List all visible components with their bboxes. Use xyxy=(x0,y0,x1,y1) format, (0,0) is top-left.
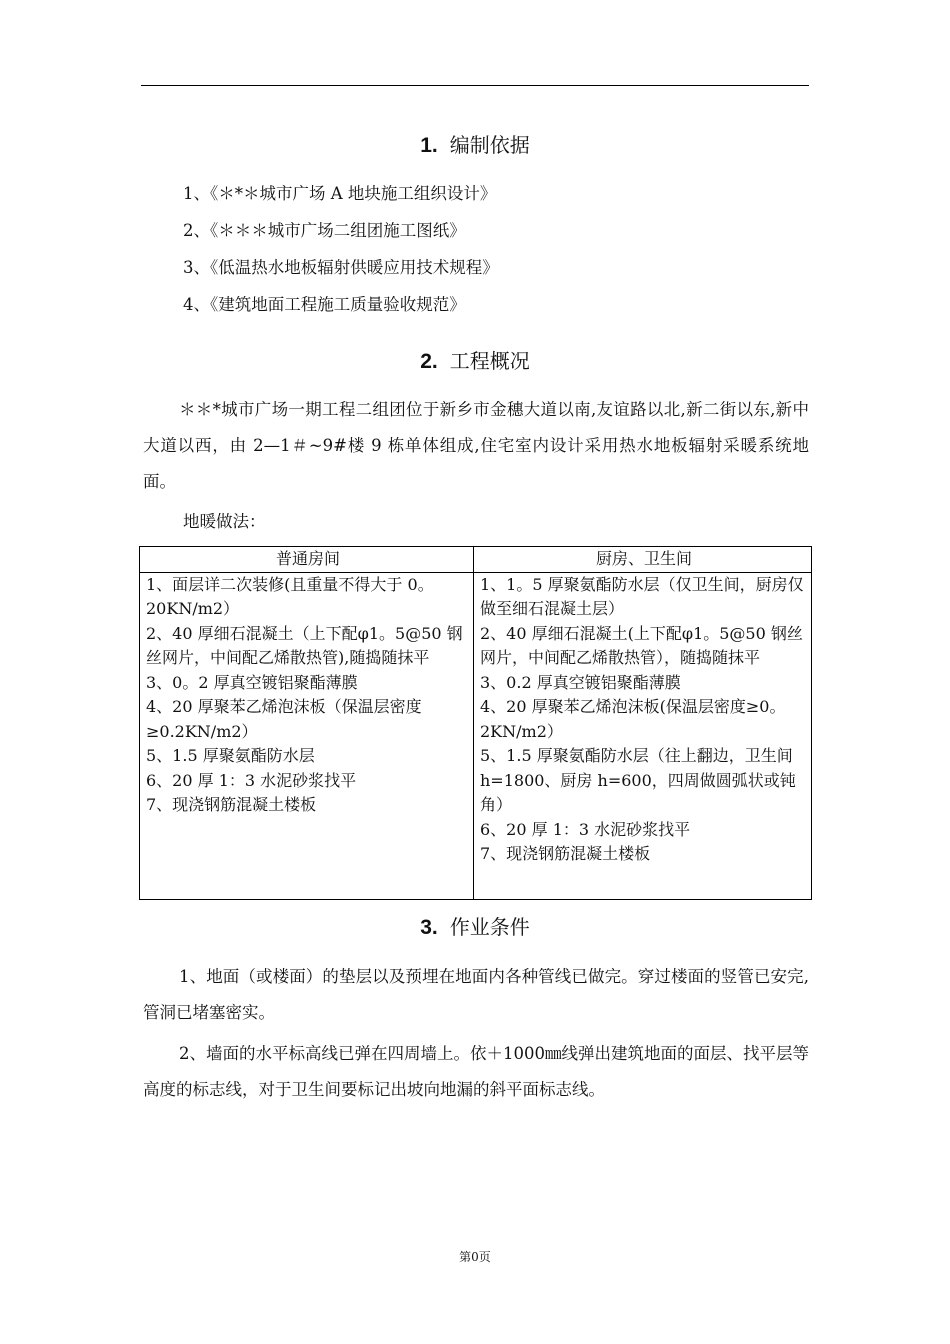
layer-item: 1、面层详二次装修(且重量不得大于 0。20KN/m2） xyxy=(146,574,434,618)
layer-item: 5、1.5 厚聚氨酯防水层 xyxy=(146,746,315,765)
section-title: 作业条件 xyxy=(449,915,530,939)
kitchen-bathroom-layers xyxy=(474,572,812,899)
layer-item: 3、0.2 厚真空镀铝聚酯薄膜 xyxy=(480,672,681,692)
layer-item: 7、现浇钢筋混凝土楼板 xyxy=(146,795,317,814)
table-header-row xyxy=(140,547,812,573)
section-1-heading xyxy=(0,131,950,160)
section-number: 2. xyxy=(420,350,438,373)
condition-paragraph: 2、墙面的水平标高线已弹在四周墙上。依＋1000㎜线弹出建筑地面的面层、找平层等高度的标志线，对于卫生间要标记出坡向地漏的斜平面标志线。 xyxy=(143,1044,809,1099)
layer-item: 5、1.5 厚聚氨酯防水层（往上翻边，卫生间 h=1800、厨房 h=600，四周做圆弧状或钝角） xyxy=(480,746,796,814)
layer-item: 6、20 厚 1：3 水泥砂浆找平 xyxy=(146,770,357,790)
header-rule xyxy=(141,85,809,86)
column-header-ordinary-room: 普通房间 xyxy=(140,547,474,573)
page-number: 第0页 xyxy=(459,1250,491,1264)
section-number: 3. xyxy=(420,916,438,939)
condition-paragraph: 1、地面（或楼面）的垫层以及预埋在地面内各种管线已做完。穿过楼面的竖管已安完,管洞已堵塞密实。 xyxy=(143,967,809,1022)
section-2-heading xyxy=(0,347,950,376)
basis-item: 2、《＊＊＊城市广场二组团施工图纸》 xyxy=(183,221,466,240)
layer-item: 2、40 厚细石混凝土（上下配φ1。5@50 钢丝网片，中间配乙烯散热管),随捣随抹平 xyxy=(146,623,463,667)
floor-heating-table xyxy=(139,546,812,900)
overview-paragraph: ＊＊*城市广场一期工程二组团位于新乡市金穗大道以南,友谊路以北,新二街以东,新中大道以西，由 2—1＃~9#楼 9 栋单体组成,住宅室内设计采用热水地板辐射采暖系统地面。 xyxy=(143,400,809,491)
floor-method-label: 地暖做法： xyxy=(183,512,266,531)
section-title: 编制依据 xyxy=(449,133,530,157)
section-3-heading xyxy=(0,913,950,942)
layer-item: 1、1。5 厚聚氨酯防水层（仅卫生间，厨房仅做至细石混凝土层） xyxy=(480,574,804,618)
layer-item: 7、现浇钢筋混凝土楼板 xyxy=(480,844,651,863)
basis-item: 3、《低温热水地板辐射供暖应用技术规程》 xyxy=(183,258,499,277)
layer-item: 2、40 厚细石混凝土(上下配φ1。5@50 钢丝网片，中间配乙烯散热管），随捣随抹平 xyxy=(480,623,803,667)
basis-item: 1、《＊*＊城市广场 A 地块施工组织设计》 xyxy=(183,184,497,203)
layer-item: 6、20 厚 1：3 水泥砂浆找平 xyxy=(480,819,691,839)
section-title: 工程概况 xyxy=(449,349,530,373)
basis-item: 4、《建筑地面工程施工质量验收规范》 xyxy=(183,295,466,314)
layer-item: 3、0。2 厚真空镀铝聚酯薄膜 xyxy=(146,672,358,692)
layer-item: 4、20 厚聚苯乙烯泡沫板（保温层密度≥0.2KN/m2） xyxy=(146,697,422,741)
column-header-kitchen-bathroom: 厨房、卫生间 xyxy=(474,547,812,573)
table-row xyxy=(140,572,812,899)
ordinary-room-layers xyxy=(140,572,474,899)
section-number: 1. xyxy=(420,134,438,157)
layer-item: 4、20 厚聚苯乙烯泡沫板(保温层密度≥0。2KN/m2） xyxy=(480,697,786,741)
